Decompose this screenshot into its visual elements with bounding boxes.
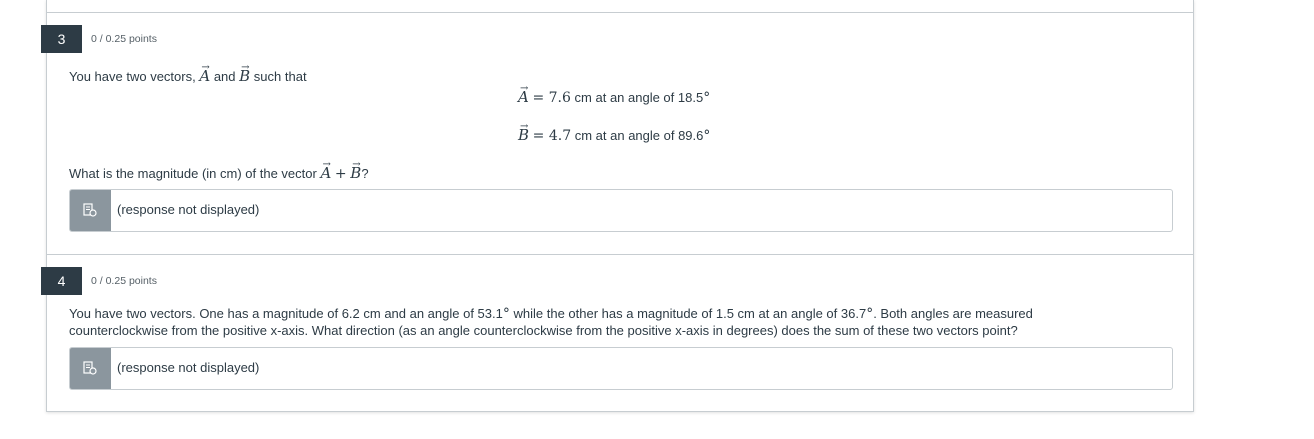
divider [46, 254, 1193, 255]
question-4-line-1 [69, 305, 1033, 323]
question-number-badge: 4 [41, 267, 82, 295]
vector-b-symbol: → B [518, 127, 529, 144]
response-text: (response not displayed) [117, 360, 260, 375]
equation-vector-a [518, 89, 710, 107]
plus-sign: + [334, 166, 347, 182]
question-points: 0 / 0.25 points [91, 33, 157, 45]
question-text: while the other has a magnitude of 1.5 cm at an angle of 36.7 [513, 306, 867, 321]
equation-value: = 4.7 [532, 128, 572, 144]
question-3-prompt [69, 165, 369, 183]
vector-a-symbol: → A [518, 89, 529, 106]
vector-b-symbol: → B [239, 68, 250, 85]
response-box [69, 347, 1173, 390]
question-4-line-2: counterclockwise from the positive x-axis. What direction (as an angle counterclockwise from the positive x-axis in degrees) does the sum of these two vectors point? [69, 323, 1018, 338]
question-text: You have two vectors. One has a magnitude of 6.2 cm and an angle of 53.1 [69, 306, 503, 321]
equation-unit: cm at an angle of 89.6 [574, 128, 704, 143]
question-3-intro [69, 68, 307, 85]
degree-symbol: ° [502, 306, 510, 322]
question-text: . Both angles are measured [873, 306, 1033, 321]
answer-response-icon [70, 348, 111, 389]
degree-symbol: ° [703, 90, 711, 106]
question-number-badge: 3 [41, 25, 82, 53]
question-text: What is the magnitude (in cm) of the vector [69, 166, 317, 181]
intro-text-mid: and [213, 69, 236, 84]
degree-symbol: ° [866, 306, 874, 322]
intro-text-pre: You have two vectors, [69, 69, 196, 84]
response-box [69, 189, 1173, 232]
vector-b-symbol: → B [350, 165, 361, 182]
degree-symbol: ° [703, 128, 711, 144]
intro-text-post: such that [253, 69, 307, 84]
vector-a-symbol: → A [320, 165, 331, 182]
divider [46, 12, 1193, 13]
equation-vector-b [518, 127, 710, 145]
answer-response-icon [70, 190, 111, 231]
question-points: 0 / 0.25 points [91, 275, 157, 287]
response-text: (response not displayed) [117, 202, 260, 217]
equation-value: = 7.6 [532, 90, 571, 106]
question-mark: ? [361, 166, 369, 181]
equation-unit: cm at an angle of 18.5 [574, 90, 704, 105]
vector-a-symbol: → A [199, 68, 210, 85]
